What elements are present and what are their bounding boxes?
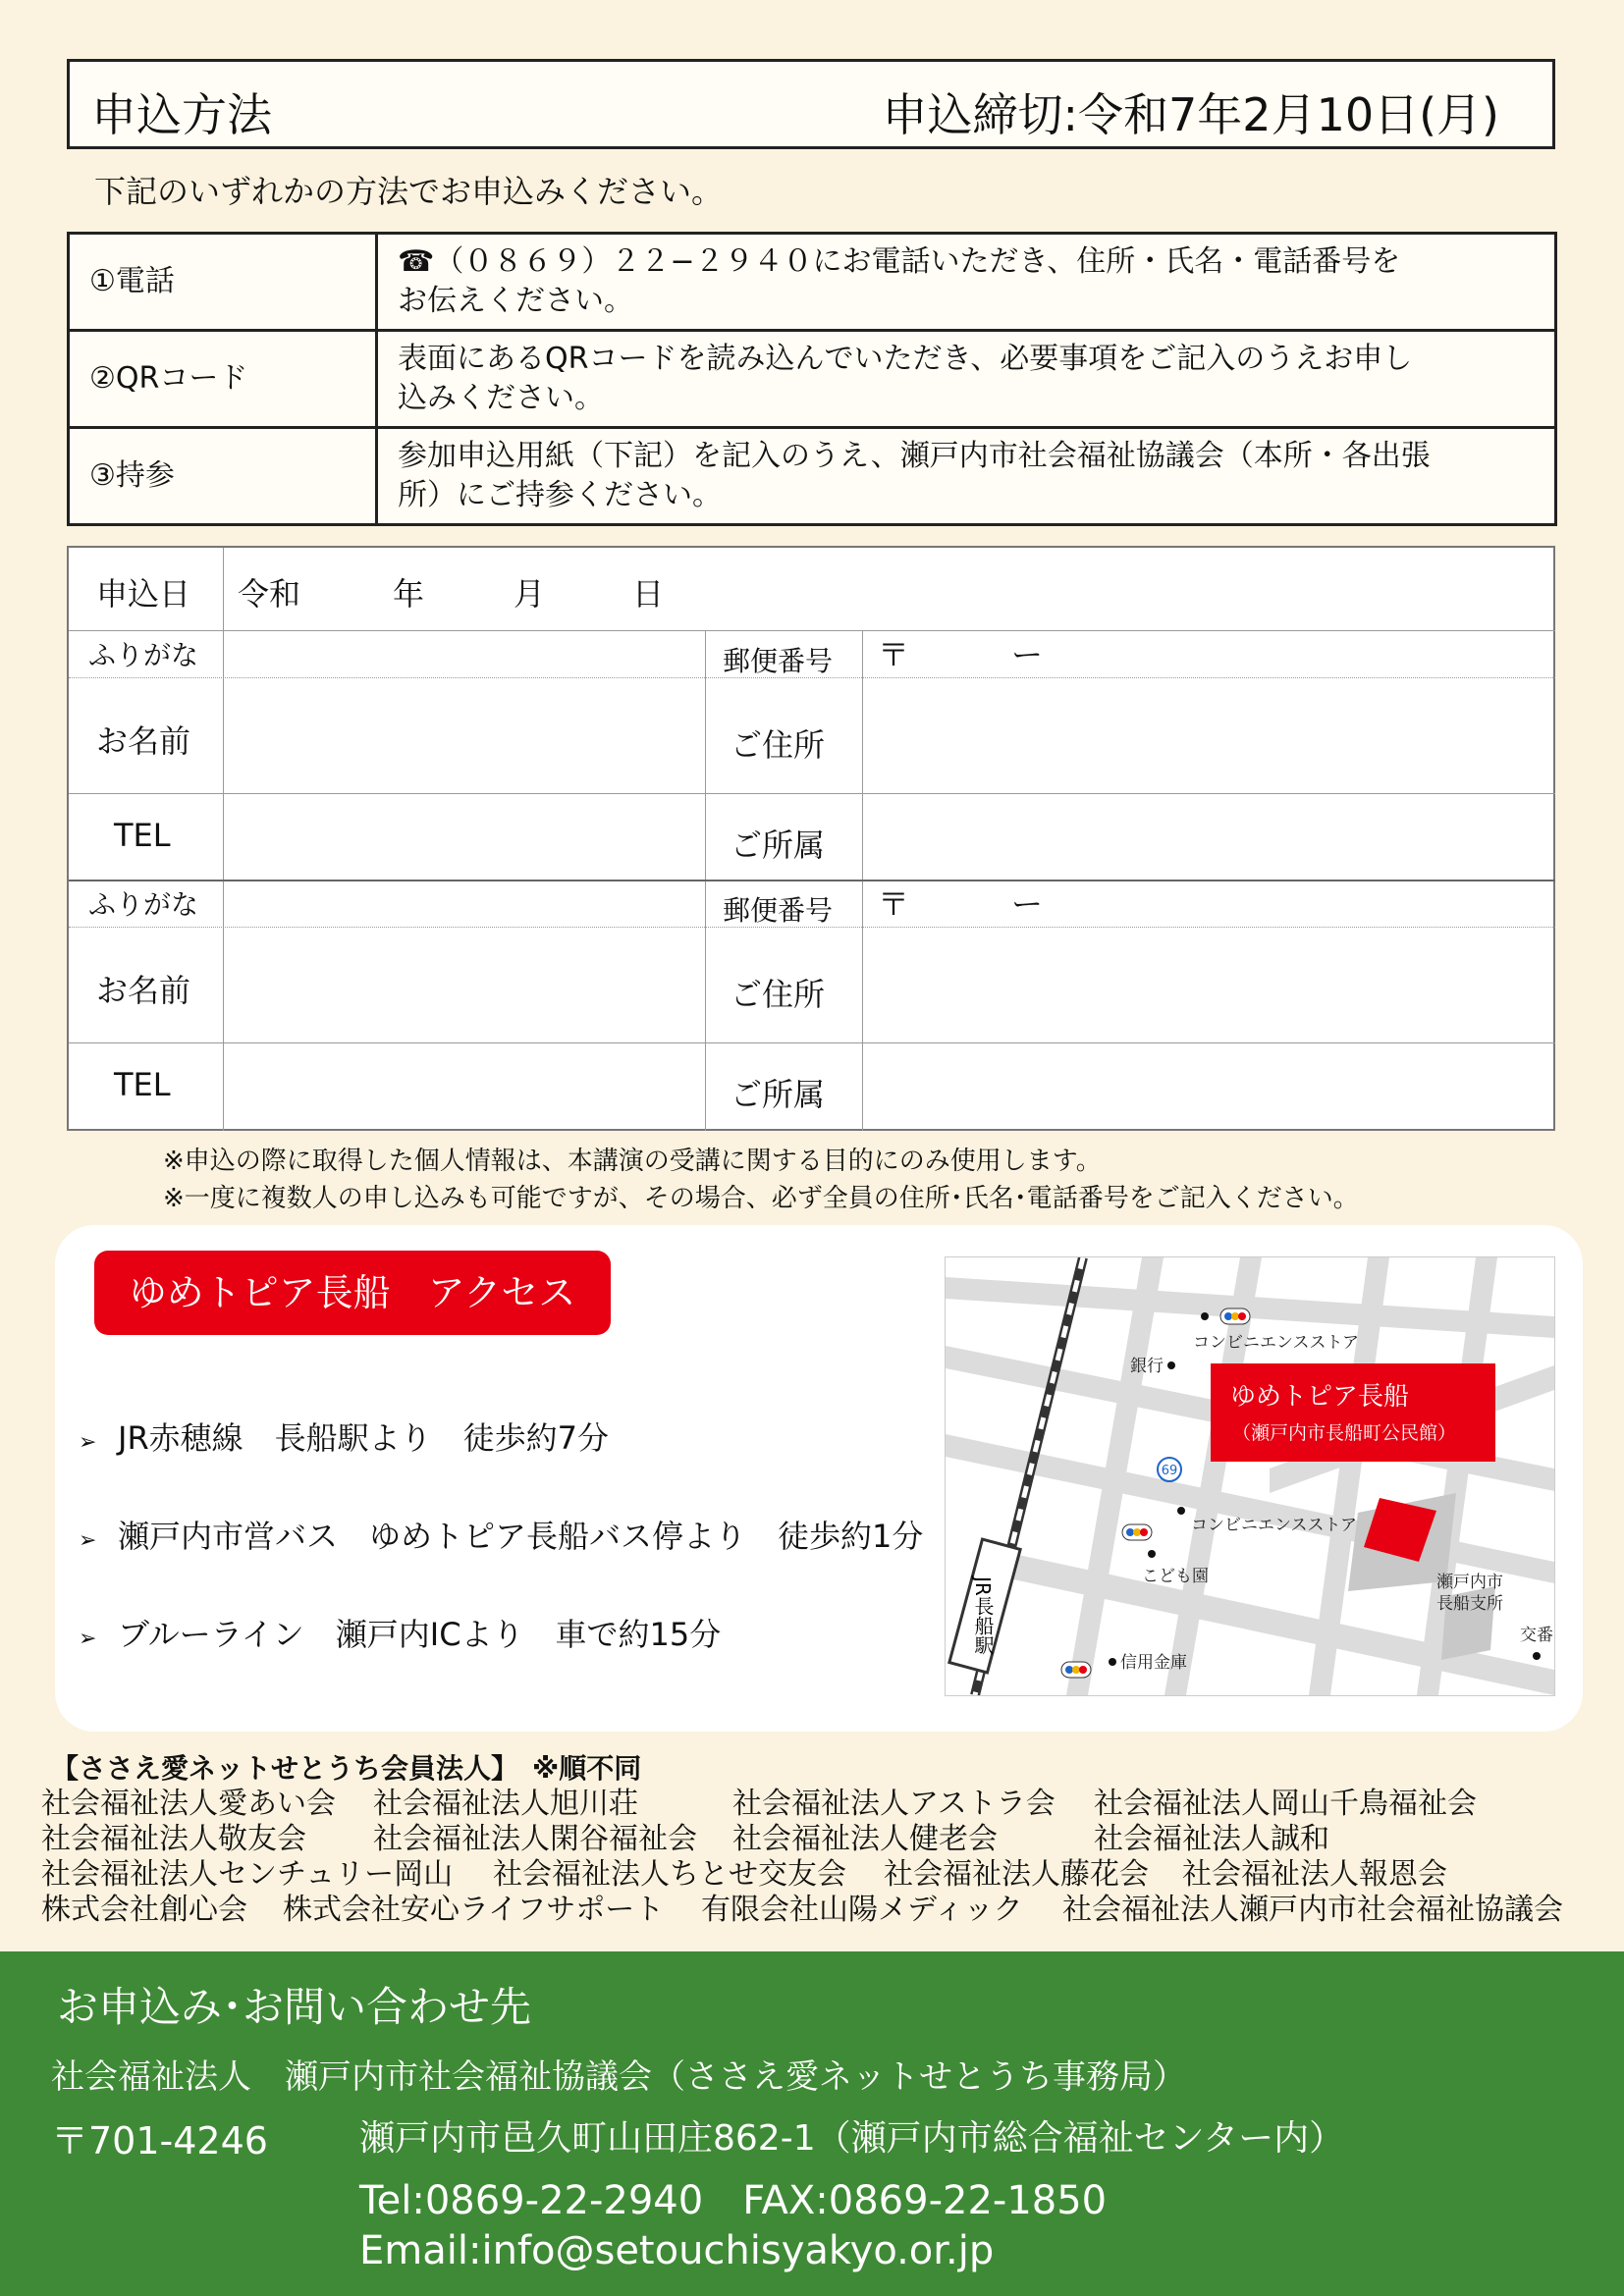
member-name: 社会福祉法人アストラ会 — [732, 1787, 1056, 1821]
access-item — [79, 1414, 609, 1459]
postal-label: 郵便番号 — [723, 894, 834, 927]
store-icon — [1220, 1308, 1250, 1324]
members-title: 【ささえ愛ネットせとうち会員法人】 ※順不同 — [51, 1752, 642, 1785]
date-month: 月 — [514, 575, 546, 613]
access-item-text: 瀬戸内市営バス ゆめトピア長船バス停より 徒歩約1分 — [118, 1518, 924, 1555]
member-name: 社会福祉法人ちとせ交友会 — [493, 1857, 846, 1892]
arrow-icon: ➢ — [79, 1528, 97, 1553]
bank-label: 銀行 — [1130, 1357, 1164, 1376]
members-list — [41, 1751, 1563, 1928]
member-name: 社会福祉法人岡山千鳥福祉会 — [1094, 1787, 1477, 1821]
members-row — [41, 1857, 1447, 1893]
header-title: 申込方法 — [91, 88, 272, 141]
method-desc-line: 込みください。 — [398, 381, 604, 415]
date-year: 年 — [393, 575, 425, 613]
method-desc-line: お伝えください。 — [398, 284, 633, 318]
method-row — [69, 331, 1556, 428]
method-key: ③持参 — [69, 428, 377, 525]
member-name: 株式会社安心ライフサポート — [283, 1893, 665, 1927]
notes — [163, 1143, 1359, 1217]
date-era: 令和 — [238, 575, 301, 613]
access-item — [79, 1610, 721, 1655]
member-name: 社会福祉法人愛あい会 — [41, 1787, 336, 1821]
intro-text: 下記のいずれかの方法でお申込みください。 — [94, 173, 724, 210]
method-key: ②QRコード — [69, 331, 377, 428]
method-row — [69, 428, 1556, 525]
tel-label: TEL — [114, 1066, 171, 1103]
method-row — [69, 234, 1556, 331]
member-name: 有限会社山陽メディック — [701, 1893, 1023, 1927]
method-key: ①電話 — [69, 234, 377, 331]
postal-mark: 〒 — [878, 885, 910, 923]
date-label: 申込日 — [96, 575, 191, 613]
member-name: 社会福祉法人健老会 — [732, 1822, 998, 1856]
member-name: 社会福祉法人誠和 — [1094, 1822, 1329, 1856]
members-row — [41, 1893, 1563, 1928]
store-icon — [1061, 1662, 1091, 1678]
map-svg — [946, 1257, 1554, 1695]
form-divider — [69, 880, 1555, 881]
access-map — [945, 1256, 1555, 1696]
postal-dash: ー — [1011, 636, 1044, 673]
postal-label: 郵便番号 — [723, 645, 834, 677]
access-item-text: ブルーライン 瀬戸内ICより 車で約15分 — [118, 1616, 722, 1653]
access-item-text: JR赤穂線 長船駅より 徒歩約7分 — [118, 1419, 610, 1457]
name-label: お名前 — [96, 972, 191, 1009]
access-title: ゆめトピア長船 アクセス — [94, 1251, 611, 1335]
note-line: ※申込の際に取得した個人情報は、本講演の受講に関する目的にのみ使用します。 — [163, 1147, 1102, 1176]
arrow-icon: ➢ — [79, 1627, 97, 1651]
member-name: 社会福祉法人旭川荘 — [373, 1787, 638, 1821]
deadline: 申込締切:令和7年2月10日(月) — [882, 88, 1499, 141]
member-name: 社会福祉法人報恩会 — [1182, 1857, 1447, 1892]
station-label: JR長船駅 — [971, 1576, 995, 1655]
route-number: 69 — [1161, 1464, 1178, 1478]
kinder-label: こども園 — [1142, 1567, 1209, 1586]
contact-heading: お申込み･お問い合わせ先 — [57, 1983, 532, 2031]
member-name: 社会福祉法人藤花会 — [884, 1857, 1149, 1892]
form-divider — [69, 793, 1555, 794]
member-name: 株式会社創心会 — [41, 1893, 247, 1927]
contact-org: 社会福祉法人 瀬戸内市社会福祉協議会（ささえ愛ネットせとうち事務局） — [51, 2057, 1186, 2097]
method-desc-line: 参加申込用紙（下記）を記入のうえ、瀬戸内市社会福祉協議会（本所・各出張 — [398, 439, 1431, 473]
method-desc — [377, 428, 1556, 525]
branch-label-2: 長船支所 — [1436, 1594, 1503, 1614]
member-name: 社会福祉法人瀬戸内市社会福祉協議会 — [1062, 1893, 1563, 1927]
address-label: ご住所 — [731, 976, 826, 1013]
address-label: ご住所 — [731, 726, 826, 764]
member-name: 社会福祉法人敬友会 — [41, 1822, 306, 1856]
method-desc-line: 所）にご持参ください。 — [398, 478, 722, 512]
members-row — [41, 1787, 1477, 1822]
note-line: ※一度に複数人の申し込みも可能ですが、その場合、必ず全員の住所･氏名･電話番号をご記入ください。 — [163, 1184, 1359, 1213]
method-table — [67, 232, 1557, 526]
application-form — [67, 546, 1555, 1131]
date-day: 日 — [632, 575, 665, 613]
destination-callout — [1211, 1363, 1495, 1462]
arrow-icon: ➢ — [79, 1430, 97, 1455]
access-item — [79, 1512, 923, 1557]
contact-postal: 〒701-4246 — [51, 2119, 268, 2163]
member-name: 社会福祉法人閑谷福祉会 — [373, 1822, 697, 1856]
method-desc — [377, 331, 1556, 428]
furigana-label: ふりがな — [88, 639, 199, 671]
koban-label: 交番 — [1520, 1626, 1553, 1645]
contact-email: Email:info@setouchisyakyo.or.jp — [359, 2228, 995, 2273]
method-desc-line: 表面にあるQRコードを読み込んでいただき、必要事項をご記入のうえお申し — [398, 342, 1413, 376]
name-label: お名前 — [96, 722, 191, 760]
branch-label-1: 瀬戸内市 — [1436, 1573, 1503, 1592]
form-divider — [69, 630, 1555, 631]
contact-telfax: Tel:0869-22-2940 FAX:0869-22-1850 — [359, 2178, 1108, 2223]
conv1-label: コンビニエンスストア — [1193, 1333, 1359, 1353]
postal-dash: ー — [1011, 885, 1044, 923]
affiliation-label: ご所属 — [731, 827, 826, 864]
form-divider — [69, 1042, 1555, 1043]
postal-mark: 〒 — [878, 636, 910, 673]
method-desc — [377, 234, 1556, 331]
affiliation-label: ご所属 — [731, 1076, 826, 1113]
contact-footer — [0, 1951, 1624, 2296]
conv2-label: コンビニエンスストア — [1191, 1516, 1357, 1535]
destination-sub: （瀬戸内市長船町公民館） — [1232, 1422, 1457, 1444]
header-box — [67, 59, 1555, 149]
destination-name: ゆめトピア長船 — [1230, 1382, 1410, 1412]
member-name: 社会福祉法人センチュリー岡山 — [41, 1857, 454, 1892]
store-icon — [1122, 1524, 1152, 1540]
tel-label: TEL — [114, 817, 171, 854]
furigana-label: ふりがな — [88, 888, 199, 921]
members-row — [41, 1822, 1329, 1857]
method-desc-line: ☎（０８６９）２２−２９４０にお電話いただき、住所・氏名・電話番号を — [398, 244, 1401, 279]
contact-address: 瀬戸内市邑久町山田庄862-1（瀬戸内市総合福祉センター内） — [359, 2118, 1345, 2159]
credit-label: 信用金庫 — [1120, 1653, 1187, 1673]
